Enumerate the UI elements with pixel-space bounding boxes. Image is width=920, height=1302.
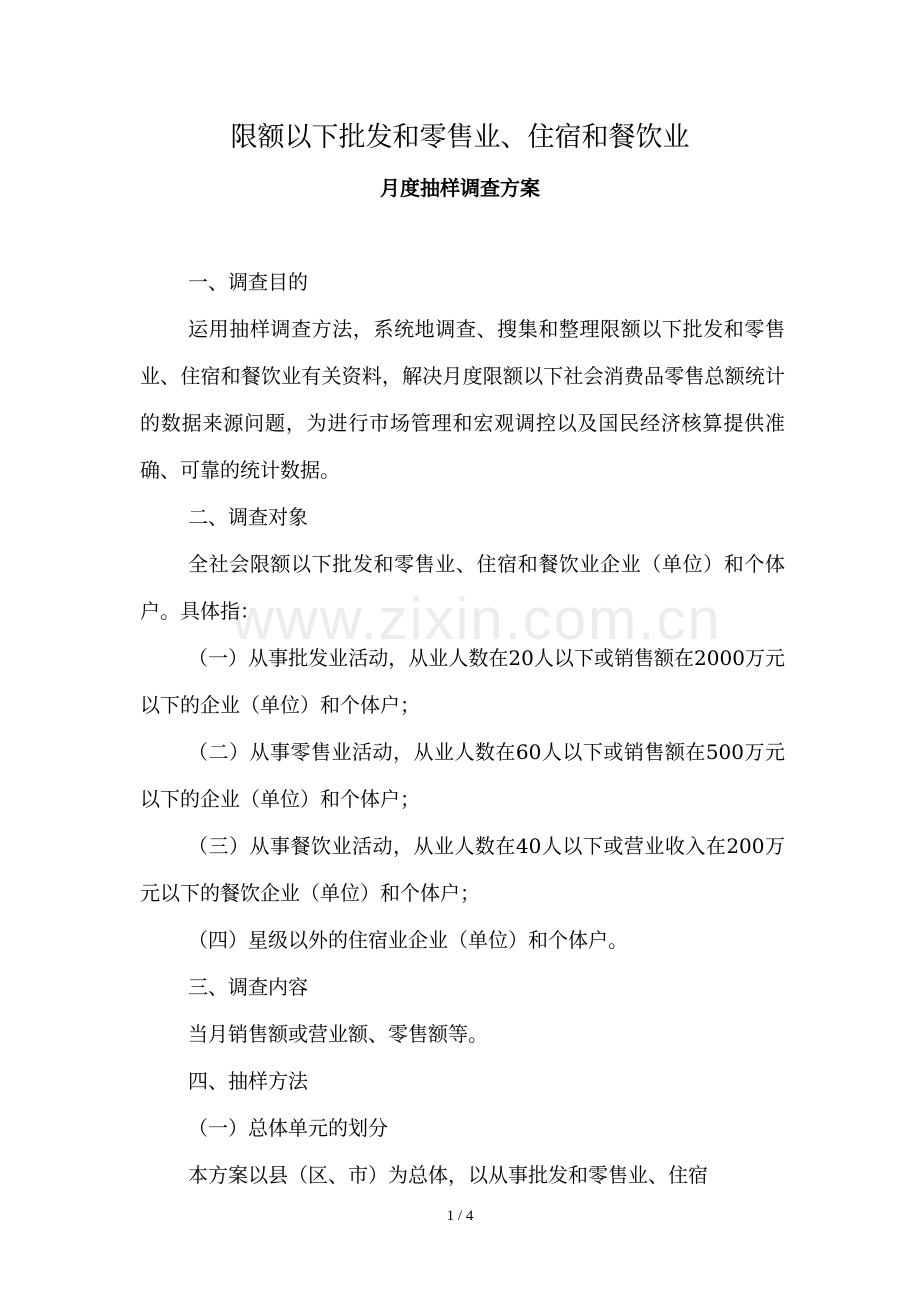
list-item-retail: （二）从事零售业活动，从业人数在60人以下或销售额在500万元以下的企业（单位）和个体户； [140,740,785,811]
paragraph-units: 本方案以县（区、市）为总体，以从事批发和零售业、住宿 [188,1163,708,1187]
list-item-lodging: （四）星级以外的住宿业企业（单位）和个体户。 [188,928,628,952]
subsection-heading-units: （一）总体单元的划分 [188,1116,388,1140]
document-body [140,259,785,1199]
list-item-catering: （三）从事餐饮业活动，从业人数在40人以下或营业收入在200万元以下的餐饮企业（单位）和个体户； [140,834,785,905]
section-heading-subjects: 二、调查对象 [188,505,308,529]
section-heading-content: 三、调查内容 [188,975,308,999]
paragraph-content: 当月销售额或营业额、零售额等。 [188,1022,488,1046]
section-heading-purpose: 一、调查目的 [188,270,308,294]
watermark: www.zixin.com.cn [232,587,722,652]
paragraph-purpose: 运用抽样调查方法，系统地调查、搜集和整理限额以下批发和零售业、住宿和餐饮业有关资料，解决月度限额以下社会消费品零售总额统计的数据来源问题，为进行市场管理和宏观调控以及国民经济核算提供准确、可靠的统计数据。 [140,317,785,482]
page-number: 1 / 4 [446,1208,474,1224]
list-item-wholesale: （一）从事批发业活动，从业人数在20人以下或销售额在2000万元以下的企业（单位）和个体户； [140,646,785,717]
document-subtitle: 月度抽样调查方案 [380,176,540,200]
section-heading-sampling: 四、抽样方法 [188,1069,308,1093]
document-title: 限额以下批发和零售业、住宿和餐饮业 [230,122,690,153]
paragraph-subjects: 全社会限额以下批发和零售业、住宿和餐饮业企业（单位）和个体户。具体指： [140,552,785,623]
